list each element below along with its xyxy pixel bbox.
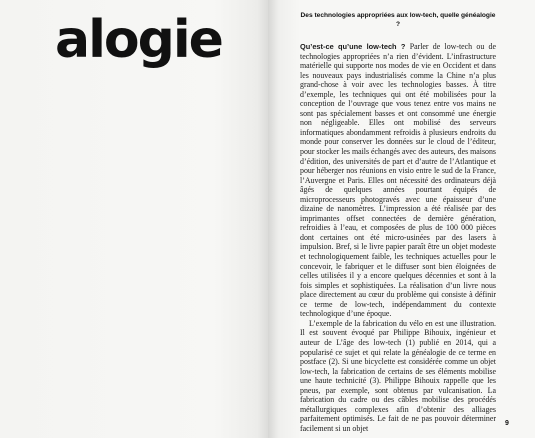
paragraph-1-text: Parler de low-tech ou de technologies appropriées n’a rien d’évident. L’infrastructure matérielle qui supporte nos modes de vie en Occident et dans les nouveaux pays industrialisés comme la Chine n’a plus grand-chose à voir avec les technologies basses. À titre d’exemple, les techniques qui ont été mobilisées pour la conception de l’ouvrage que vous tenez entre vos mains ne sont pas spécialement basses et ont consommé une énergie non négligeable. Elles ont mobilisé des serveurs informatiques abondamment refroidis à plusieurs endroits du monde pour conserver les données sur le cloud de l’éditeur, pour stocker les mails échangés avec des auteurs, des maisons d’édition, des universités de part et d’autre de l’Atlantique et pour héberger nos réunions en visio entre le sud de la France, l’Auvergne et Paris. Elles ont nécessité des ordinateurs déjà âgés de quelques années pourtant équipés de microprocesseurs photogravés avec une épaisseur d’une dizaine de nanomètres. L’impression a été réalisée par des imprimantes offset connectées de dernière génération, refroidies à l’eau, et composées de plus de 100 000 pièces dont certaines ont été micro-usinées par des lasers à impulsion. Bref, si le livre papier paraît être un objet modeste et technologiquement faible, les techniques actuelles pour le concevoir, le fabriquer et le diffuser sont bien éloignées de celles utilisées il y a encore quelques décennies et sont à la fois simples et sophistiquées. La réalisation d’un livre nous place directement au cœur du problème qui consiste à définir ce terme de low-tech, indépendamment du contexte technologique d’une époque. <box>300 42 496 319</box>
lead-question: Qu’est-ce qu’une low-tech ? <box>300 42 406 51</box>
page-number: 9 <box>505 420 509 427</box>
body-text <box>300 42 496 433</box>
paragraph-2: L’exemple de la fabrication du vélo en est une illustration. Il est souvent évoqué par Philippe Bihouix, ingénieur et auteur de L’âge des low-tech (1) publié en 2014, qui a popularisé ce sujet et qui relate la généalogie de ce terme en postface (2). Si une bicyclette est considérée comme un objet low-tech, la fabrication de certains de ses éléments mobilise une haute technicité (3). Philippe Bihouix rappelle que les pneus, par exemple, sont obtenus par vulcanisation. La fabrication du cadre ou des câbles mobilise des procédés métallurgiques complexes afin d’obtenir des alliages parfaitement optimisés. Le fait de ne pas pouvoir déterminer facilement si un objet <box>300 318 496 433</box>
section-heading: Des technologies appropriées aux low-tech, quelle généalogie ? <box>300 12 496 28</box>
paragraph-1 <box>300 42 496 319</box>
chapter-title-fragment: alogie <box>55 10 222 70</box>
